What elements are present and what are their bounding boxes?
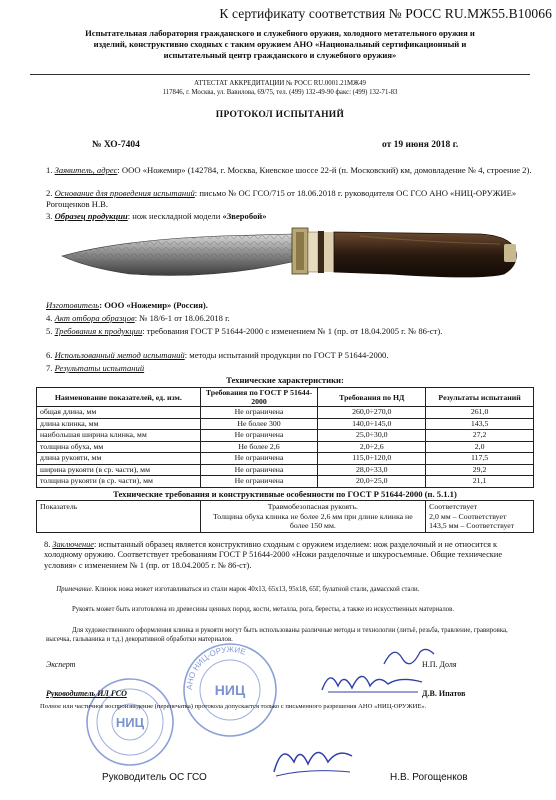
- table-row: [37, 476, 534, 488]
- item-label: Требования к продукции: [54, 326, 143, 336]
- table-cell: Не ограничена: [200, 464, 318, 476]
- table-cell: 2,0: [426, 441, 534, 453]
- table-cell: 260,0÷270,0: [318, 407, 426, 419]
- table-cell: 143,5: [426, 418, 534, 430]
- table-cell: 140,0÷145,0: [318, 418, 426, 430]
- column-header: Требования по ГОСТ Р 51644-2000: [200, 388, 318, 407]
- conclusion-text: : испытанный образец является конструктивно сходным с оружием изделием: нож разделочный и не относится к холодному оружию. Соответствует требованиям ГОСТ Р 51644-2000 «Ножи разделочные и шкуросъемные. Общие технические условия» с изменением № 1 (пр. от 18.04.2005 г. № 86-ст).: [44, 540, 503, 570]
- item-basis: 2. Основание для проведения испытаний: письмо № ОС ГСО/715 от 18.06.2018 г. руководителя ОС ГСО АНО «НИЦ-ОРУЖИЕ» Рогощенков Н.В.: [46, 188, 517, 209]
- head-lab-label: Руководитель ИЛ ГСО: [46, 689, 127, 698]
- table-row: [37, 441, 534, 453]
- table-cell: [426, 501, 534, 533]
- table-cell: 20,0÷25,0: [318, 476, 426, 488]
- table-cell: Не ограничена: [200, 476, 318, 488]
- conclusion: 8. Заключение: испытанный образец является конструктивно сходным с оружием изделием: нож разделочный и не относится к холодному оружию. Соответствует требованиям ГОСТ Р 51644-2000 «Ножи разделочные и шкуросъемные. Общие технические условия» с изменением № 1 (пр. от 18.04.2005 г. № 86-ст).: [44, 540, 503, 570]
- requirement-text: Травмобезопасная рукоять.: [267, 502, 358, 511]
- table-cell: длина клинка, мм: [37, 418, 201, 430]
- lab-name-line: испытательный центр гражданского и служебного оружия»: [163, 50, 397, 60]
- stamp-center-text: НИЦ: [214, 682, 246, 698]
- column-header: Наименование показателей, ед. изм.: [37, 388, 201, 407]
- os-head-label: Руководитель ОС ГСО: [102, 772, 207, 783]
- note-decoration: Для художественного оформления клинка и рукояти могут быть использованы различные методы и технологии (литьё, резьба, травление, гравировка, высечка, гальваника и т.д.) декоративной обработки материалов.: [46, 627, 508, 643]
- item-text: : письмо № ОС ГСО/715 от 18.06.2018 г. руководителя ОС ГСО АНО «НИЦ-ОРУЖИЕ» Рогощенков Н.В.: [46, 188, 517, 209]
- table-cell: [200, 501, 426, 533]
- protocol-title: ПРОТОКОЛ ИСПЫТАНИЙ: [215, 110, 345, 120]
- item-applicant: 1. Заявитель, адрес: ООО «Ножемир» (142784, г. Москва, Киевское шоссе 22-й (п. Московский) км, домовладение № 4, строение 2).: [46, 165, 532, 175]
- table-cell: 29,2: [426, 464, 534, 476]
- os-head-name: Н.В. Рогощенков: [390, 772, 468, 783]
- expert-label: Эксперт: [46, 660, 76, 669]
- head-lab-signature: [318, 662, 428, 698]
- requirement-text: Толщина обуха клинка не более 2,6 мм при длине клинка не более 150 мм.: [213, 511, 413, 530]
- table-row: [37, 453, 534, 465]
- table-cell: общая длина, мм: [37, 407, 201, 419]
- table-row: [37, 418, 534, 430]
- reproduction-disclaimer: Полное или частичное воспроизведение (перепечатка) протокола допускается только с письменного разрешения АНО «НИЦ-ОРУЖИЕ».: [40, 703, 427, 710]
- item-text: : ООО «Ножемир» (Россия).: [99, 300, 208, 310]
- table-row: [37, 464, 534, 476]
- item-text: : ООО «Ножемир» (142784, г. Москва, Киевское шоссе 22-й (п. Московский) км, домовладение № 4, строение 2).: [117, 165, 532, 175]
- table-cell: ширина рукояти (в ср. части), мм: [37, 464, 201, 476]
- tech-title: Технические характеристики:: [226, 375, 344, 385]
- item-label: Заявитель, адрес: [54, 165, 118, 175]
- item-requirements: 5. Требования к продукции: требования ГОСТ Р 51644-2000 с изменением № 1 (пр. от 18.04.2005 г. № 86-ст).: [46, 326, 443, 336]
- table-cell: 2,0÷2,6: [318, 441, 426, 453]
- table-cell: 28,0÷33,0: [318, 464, 426, 476]
- knife-model: «Зверобой»: [222, 211, 267, 221]
- item-text: : № 18/6-1 от 18.06.2018 г.: [134, 313, 230, 323]
- accreditation-block: [30, 79, 530, 97]
- note-handle: Рукоять может быть изготовлена из древесины ценных пород, кости, металла, рога, бересты, а также из искусственных материалов.: [72, 606, 455, 613]
- table-row: [37, 430, 534, 442]
- table-cell: 261,0: [426, 407, 534, 419]
- stamp-center-text: НИЦ: [115, 715, 145, 730]
- note-text: Клинок ножа может изготавливаться из стали марок 40х13, 65х13, 95х18, 65Г, булатной стали, дамасской стали.: [93, 586, 420, 593]
- table-cell: 27,2: [426, 430, 534, 442]
- note-label: Примечание.: [56, 586, 94, 593]
- table-cell: 25,0÷30,0: [318, 430, 426, 442]
- table-cell: Не ограничена: [200, 407, 318, 419]
- table-cell: 115,0÷120,0: [318, 453, 426, 465]
- table-header-row: [37, 388, 534, 407]
- protocol-date: от 19 июня 2018 г.: [382, 140, 459, 150]
- item-act: 4. Акт отбора образцов: № 18/6-1 от 18.06.2018 г.: [46, 313, 230, 323]
- table-cell: толщина обуха, мм: [37, 441, 201, 453]
- item-text: : методы испытаний продукции по ГОСТ Р 51644-2000.: [184, 350, 389, 360]
- item-label: Изготовитель: [46, 300, 100, 310]
- item-label: Акт отбора образцов: [54, 313, 135, 323]
- table-cell: Не ограничена: [200, 453, 318, 465]
- table-row: [37, 501, 534, 533]
- requirements-title: Технические требования и конструктивные особенности по ГОСТ Р 51644-2000 (п. 5.1.1): [113, 489, 457, 499]
- table-cell: 117,5: [426, 453, 534, 465]
- table-cell: длина рукояти, мм: [37, 453, 201, 465]
- compliance-text: Соответствует: [429, 502, 477, 511]
- item-maker: [46, 300, 532, 311]
- item-results: 7. Результаты испытаний: [46, 363, 145, 373]
- item-text: : нож нескладной модели: [127, 211, 223, 221]
- column-header: Результаты испытаний: [426, 388, 534, 407]
- item-sample: 3. Образец продукции: нож нескладной модели «Зверобой»: [46, 211, 267, 221]
- item-label: Результаты испытаний: [54, 363, 145, 373]
- lab-address: 117846, г. Москва, ул. Вавилова, 69/75, тел. (499) 132-49-90 факс: (499) 132-71-83: [162, 89, 398, 96]
- item-label: Образец продукции: [54, 211, 128, 221]
- conclusion-label: Заключение: [52, 540, 95, 549]
- knife-image: [60, 222, 530, 298]
- note-steel: [46, 586, 530, 595]
- item-label: Использованный метод испытаний: [54, 350, 185, 360]
- seal-stamp-right: [180, 640, 280, 740]
- table-cell: толщина рукояти (в ср. части), мм: [37, 476, 201, 488]
- table-cell: Показатель: [37, 501, 201, 533]
- column-header: Требования по НД: [318, 388, 426, 407]
- table-cell: Не ограничена: [200, 430, 318, 442]
- expert-name: Н.П. Доля: [422, 660, 457, 669]
- lab-name-line: изделий, конструктивно сходных с таким оружием АНО «Национальный сертификационный и: [93, 39, 467, 49]
- table-cell: наибольшая ширина клинка, мм: [37, 430, 201, 442]
- os-head-signature: [268, 732, 358, 782]
- accreditation: АТТЕСТАТ АККРЕДИТАЦИИ № РОСС RU.0001.21МЖ49: [194, 80, 366, 87]
- item-text: : требования ГОСТ Р 51644-2000 с изменением № 1 (пр. от 18.04.2005 г. № 86-ст).: [142, 326, 443, 336]
- stamp-ring-text: АНО НИЦ-ОРУЖИЕ: [184, 644, 247, 691]
- lab-name: [30, 28, 530, 61]
- compliance-text: 2,0 мм – Соответствует: [429, 511, 507, 521]
- table-row: [37, 407, 534, 419]
- lab-name-line: Испытательная лаборатория гражданского и служебного оружия, холодного метательного оружия и: [85, 28, 475, 38]
- table-cell: Не более 2,6: [200, 441, 318, 453]
- table-cell: Не более 300: [200, 418, 318, 430]
- requirements-table: [36, 500, 534, 533]
- item-method: 6. Использованный метод испытаний: методы испытаний продукции по ГОСТ Р 51644-2000.: [46, 350, 389, 360]
- table-cell: 21,1: [426, 476, 534, 488]
- tech-table: [36, 387, 534, 488]
- head-lab-name: Д.В. Ипатов: [422, 689, 466, 698]
- header-divider: [30, 74, 530, 75]
- compliance-text: 143,5 мм – Соответствует: [429, 521, 515, 530]
- protocol-number: № ХО-7404: [92, 140, 140, 150]
- item-label: Основание для проведения испытаний: [54, 188, 195, 198]
- certificate-reference: К сертификату соответствия № РОСС RU.МЖ55.В10066: [219, 6, 552, 21]
